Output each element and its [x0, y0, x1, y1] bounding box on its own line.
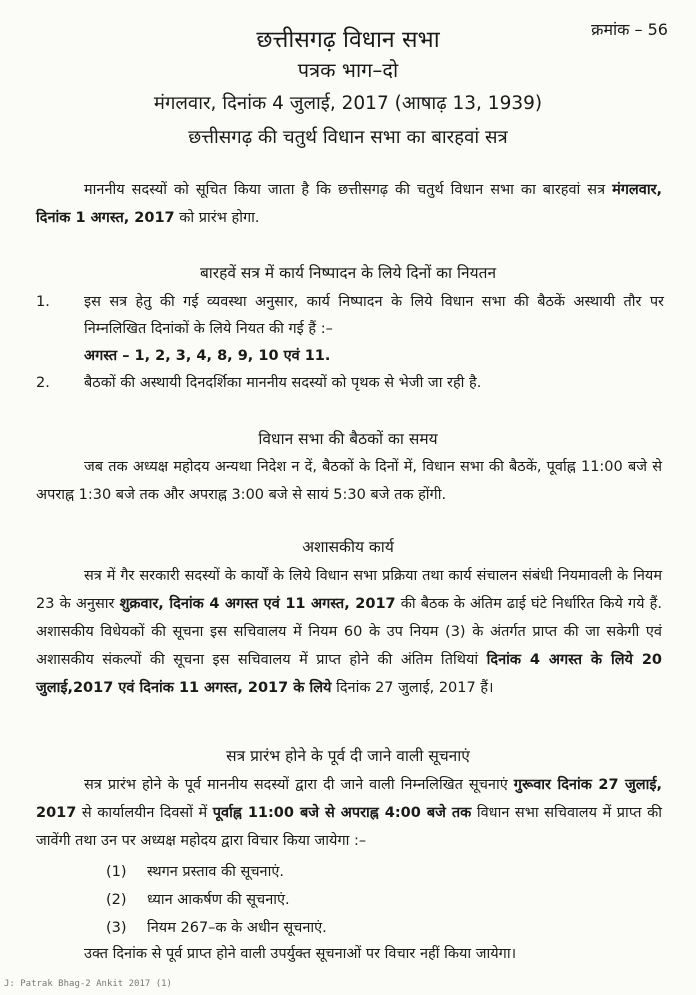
section4-paragraph	[36, 771, 662, 855]
section3-bold-1: शुक्रवार, दिनांक 4 अगस्त एवं 11 अगस्त, 2017	[119, 596, 396, 612]
intro-tail: को प्रारंभ होगा.	[174, 210, 260, 226]
list-item-number: (3)	[106, 920, 127, 936]
item1-text: इस सत्र हेतु की गई व्यवस्था अनुसार, कार्य निष्पादन के लिये विधान सभा की बैठकें अस्थायी तौर पर निम्नलिखित दिनांकों के लिये नियत की गई हैं :–	[84, 294, 664, 337]
list-item-text: नियम 267–क के अधीन सूचनाएं.	[147, 920, 327, 936]
footer-path: J: Patrak Bhag-2 Ankit 2017 (1)	[4, 979, 172, 989]
serial-number: क्रमांक – 56	[591, 20, 668, 39]
section2-text: जब तक अध्यक्ष महोदय अन्यथा निदेश न दें, बैठकों के दिनों में, विधान सभा की बैठकें, पूर्वाह्न 11:00 बजे से अपराह्न 1:30 बजे तक और अपराह्न 3:00 बजे से सायं 5:30 बजे तक होंगी.	[36, 459, 662, 503]
intro-date: मंगलवार, दिनांक 1 अगस्त, 2017	[36, 182, 663, 226]
section3-heading: अशासकीय कार्य	[302, 538, 394, 556]
section4-text-3: विधान सभा सचिवालय में प्राप्त की जावेंगी तथा उन पर अध्यक्ष महोदय द्वारा विचार किया जायेगा :–	[36, 805, 662, 849]
list-item-text: स्थगन प्रस्ताव की सूचनाएं.	[147, 864, 284, 880]
section3-paragraph	[36, 562, 662, 702]
section2-heading: विधान सभा की बैठकों का समय	[258, 430, 438, 448]
section4-closing	[36, 940, 662, 968]
list-item-number: (1)	[106, 864, 127, 880]
intro-paragraph	[36, 176, 662, 232]
section1-heading: बारहवें सत्र में कार्य निष्पादन के लिये दिनों का नियतन	[199, 264, 497, 282]
section4-bold-1: गुरूवार दिनांक 27 जुलाई, 2017	[36, 777, 662, 821]
page-subtitle: पत्रक भाग–दो	[297, 58, 399, 82]
list-item-number: (2)	[106, 892, 127, 908]
item1-dates: अगस्त – 1, 2, 3, 4, 8, 9, 10 एवं 11.	[84, 348, 331, 364]
item1-number: 1.	[36, 294, 50, 310]
section3-text-1: सत्र में गैर सरकारी सदस्यों के कार्यों के लिये विधान सभा प्रक्रिया तथा कार्य संचालन संबंधी नियमावली के नियम 23 के अनुसार	[36, 568, 662, 612]
date-line: मंगलवार, दिनांक 4 जुलाई, 2017 (आषाढ़ 13, 1939)	[153, 93, 543, 114]
section1-list	[0, 289, 696, 399]
section3-text-3: दिनांक 27 जुलाई, 2017 हैं।	[331, 680, 494, 696]
item2-number: 2.	[36, 375, 50, 391]
page-title: छत्तीसगढ़ विधान सभा	[256, 27, 440, 53]
section4-text-2: से कार्यालयीन दिवसों में	[76, 805, 213, 821]
session-line: छत्तीसगढ़ की चतुर्थ विधान सभा का बारहवां सत्र	[188, 127, 508, 148]
section4-bold-2: पूर्वाह्न 11:00 बजे से अपराह्न 4:00 बजे तक	[212, 805, 472, 821]
intro-text: माननीय सदस्यों को सूचित किया जाता है कि छत्तीसगढ़ की चतुर्थ विधान सभा का बारहवां सत्र	[84, 182, 606, 198]
section3-text-2: की बैठक के अंतिम ढाई घंटे निर्धारित किये गये हैं. अशासकीय विधेयकों की सूचना इस सचिवालय में नियम 60 के उप नियम (3) के अंतर्गत प्राप्त की जा सकेगी एवं अशासकीय संकल्पों की सूचना इस सचिवालय में प्राप्त होने की अंतिम तिथियां	[36, 596, 662, 668]
section4-list	[0, 859, 696, 949]
item2-text: बैठकों की अस्थायी दिनदर्शिका माननीय सदस्यों को पृथक से भेजी जा रही है.	[84, 375, 482, 391]
section2-paragraph	[36, 453, 662, 509]
closing-text: उक्त दिनांक से पूर्व प्राप्त होने वाली उपर्युक्त सूचनाओं पर विचार नहीं किया जायेगा।	[84, 946, 517, 962]
list-item-text: ध्यान आकर्षण की सूचनाएं.	[147, 892, 290, 908]
section4-text-1: सत्र प्रारंभ होने के पूर्व माननीय सदस्यों द्वारा दी जाने वाली निम्नलिखित सूचनाएं	[84, 777, 514, 793]
section3-bold-2: दिनांक 4 अगस्त के लिये 20 जुलाई,2017 एवं दिनांक 11 अगस्त, 2017 के लिये	[36, 652, 663, 696]
section4-heading: सत्र प्रारंभ होने के पूर्व दी जाने वाली सूचनाएं	[226, 747, 470, 765]
